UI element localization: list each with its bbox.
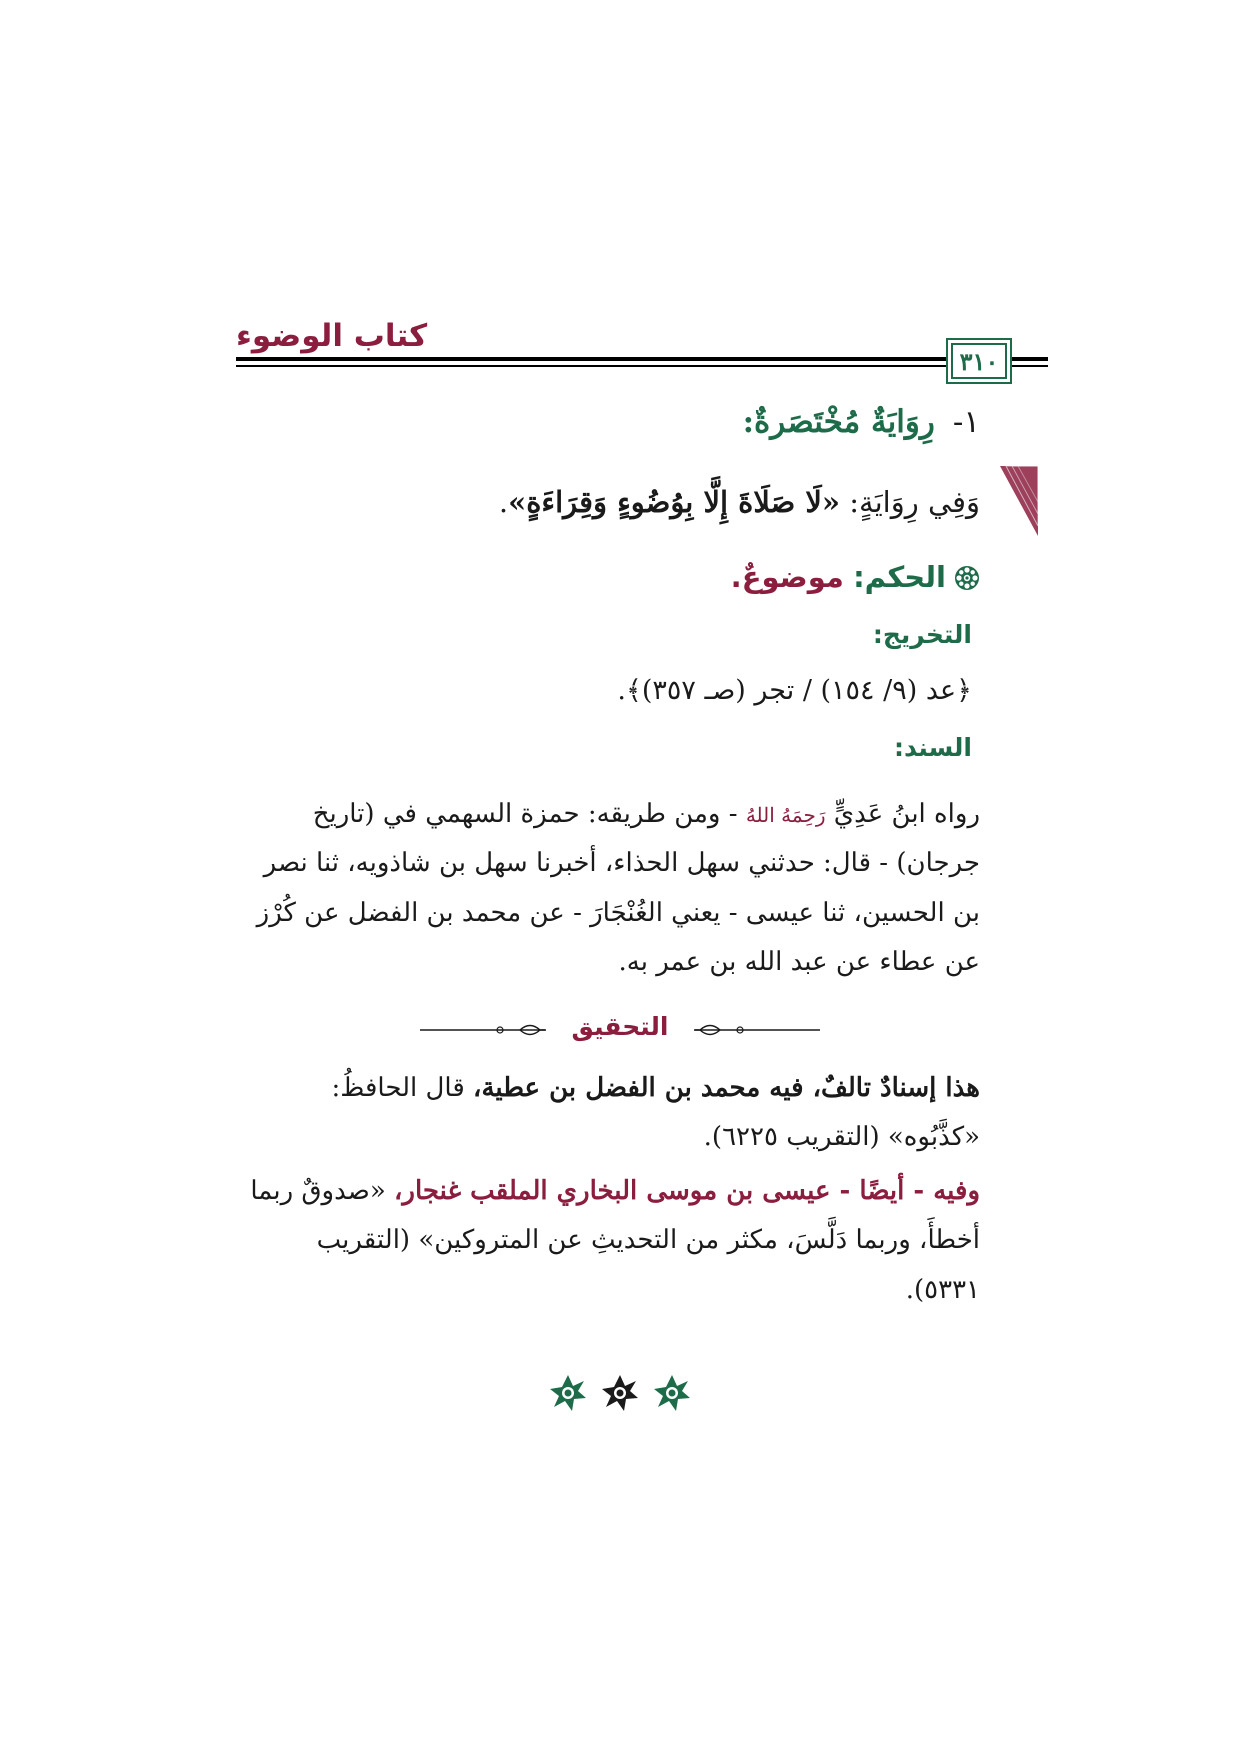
tahqiq-rest-text: قال الحافظُ: «كذَّبُوه» (التقريب ٦٢٢٥).	[331, 1073, 980, 1153]
page-number: ٣١٠	[959, 346, 999, 376]
sanad-paragraph	[236, 790, 980, 988]
blessing-phrase: رَحِمَهُ اللهُ	[745, 803, 826, 827]
rosette-icon	[954, 565, 980, 591]
takhrij-label: التخريج:	[872, 620, 972, 649]
corner-ornament-icon	[1000, 466, 1038, 536]
hadith-matn: «لَا صَلَاةَ إِلَّا بِوُضُوءٍ وَقِرَاءَةٍ»	[508, 485, 841, 519]
page-number-badge	[946, 338, 1012, 384]
hadith-end: .	[498, 485, 509, 519]
header-rule	[1012, 365, 1048, 367]
sanad-text-2: - ومن طريقه: حمزة السهمي في (تاريخ جرجان) - قال: حدثني سهل الحذاء، أخبرنا سهل بن شاذويه، ثنا نصر بن الحسين، ثنا عيسى - يعني الغُنْجَارَ - عن محمد بن الفضل عن كُرْز عن عطاء عن عبد الله بن عمر به.	[256, 799, 980, 978]
tahqiq-label: التحقيق	[571, 1012, 669, 1041]
header-rule	[236, 365, 1004, 367]
section-number: ١-	[952, 404, 980, 440]
section-heading	[236, 404, 980, 440]
sanad-label: السند:	[893, 733, 972, 762]
end-ornament-icon	[540, 1372, 700, 1414]
tahqiq-bold-text: هذا إسنادٌ تالفٌ، فيه محمد بن الفضل بن عطية،	[473, 1073, 980, 1103]
ruling-label: الحكم:	[853, 560, 946, 594]
header-rule	[1012, 357, 1048, 361]
fihi-paragraph	[236, 1167, 980, 1315]
fihi-red-text: وفيه - أيضًا - عيسى بن موسى البخاري الملقب غنجار،	[394, 1176, 980, 1206]
tahqiq-paragraph	[236, 1064, 980, 1163]
section-title: رِوَايَةٌ مُخْتَصَرةٌ:	[742, 404, 935, 440]
hadith-intro: وَفِي رِوَايَةٍ:	[840, 485, 980, 519]
sanad-text-1: رواه ابنُ عَدِيٍّ	[825, 799, 980, 829]
ruling-line	[236, 560, 980, 594]
ruling-value: موضوعٌ.	[730, 560, 844, 594]
takhrij-text: ﴿عد (٩/ ١٥٤) / تجر (صـ ٣٥٧)﴾.	[617, 675, 972, 706]
fihi-rest-text: «صدوقٌ ربما أخطأَ، وربما دَلَّسَ، مكثر من التحديثِ عن المتروكين» (التقريب ٥٣٣١).	[250, 1176, 980, 1305]
header-rule	[236, 357, 1004, 361]
hadith-text	[236, 485, 980, 519]
book-title: كتاب الوضوء	[236, 318, 428, 354]
